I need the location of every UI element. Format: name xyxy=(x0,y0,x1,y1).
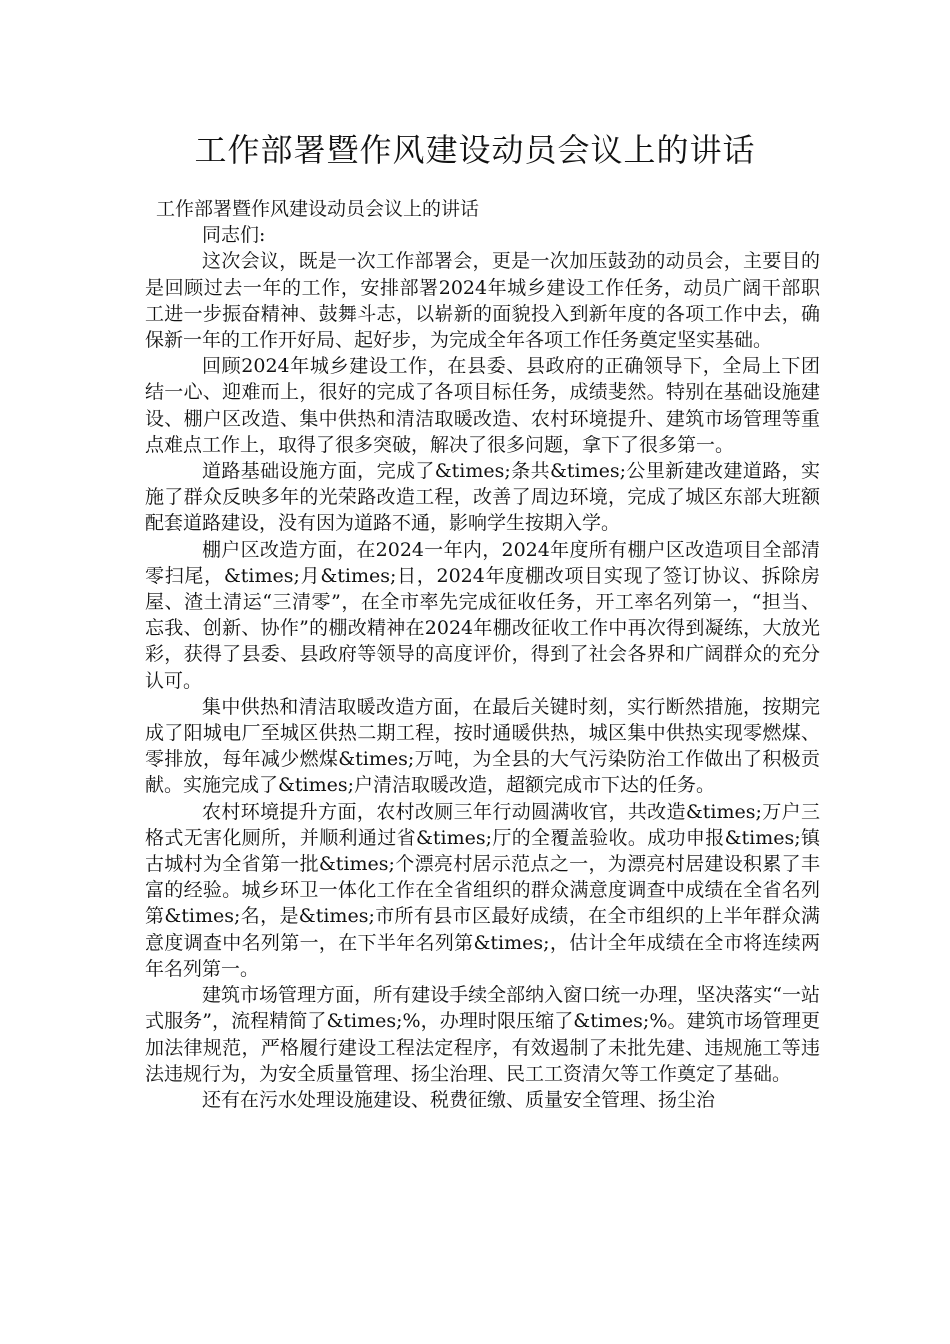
paragraph-review: 回顾2024年城乡建设工作，在县委、县政府的正确领导下，全局上下团结一心、迎难而上，很好的完成了各项目标任务，成绩斐然。特别在基础设施建设、棚户区改造、集中供热和清洁取暖改造、农村环境提升、建筑市场管理等重点难点工作上，取得了很多突破，解决了很多问题，拿下了很多第一。 xyxy=(145,355,820,456)
paragraph-shantytown: 棚户区改造方面，在2024一年内，2024年度所有棚户区改造项目全部清零扫尾，&times;月&times;日，2024年度棚改项目实现了签订协议、拆除房屋、渣土清运“三清零”，在全市率先完成征收任务，开工率名列第一，“担当、忘我、创新、协作”的棚改精神在2024年棚改征收工作中再次得到凝练，大放光彩，获得了县委、县政府等领导的高度评价，得到了社会各界和广阔群众的充分认可。 xyxy=(145,538,820,692)
salutation: 同志们: xyxy=(202,224,266,247)
paragraph-opening: 这次会议，既是一次工作部署会，更是一次加压鼓劲的动员会，主要目的是回顾过去一年的工作，安排部署2024年城乡建设工作任务，动员广阔干部职工进一步振奋精神、鼓舞斗志，以崭新的面貌投入到新年度的各项工作中去，确保新一年的工作开好局、起好步，为完成全年各项工作任务奠定坚实基础。 xyxy=(145,250,820,352)
paragraph-heating: 集中供热和清洁取暖改造方面，在最后关键时刻，实行断然措施，按期完成了阳城电厂至城区供热二期工程，按时通暖供热，城区集中供热实现零燃煤、零排放，每年减少燃煤&times;万吨，为全县的大气污染防治工作做出了积极贡献。实施完成了&times;户清洁取暖改造，超额完成市下达的任务。 xyxy=(145,695,820,797)
document-title: 工作部署暨作风建设动员会议上的讲话 xyxy=(194,131,756,169)
paragraph-construction-market: 建筑市场管理方面，所有建设手续全部纳入窗口统一办理，坚决落实“一站式服务”，流程精简了&times;%，办理时限压缩了&times;%。建筑市场管理更加法律规范，严格履行建设工程法定程序，有效遏制了未批先建、违规施工等违法违规行为，为安全质量管理、扬尘治理、民工工资清欠等工作奠定了基础。 xyxy=(145,984,820,1085)
document-body xyxy=(145,196,820,1113)
paragraph-roads: 道路基础设施方面，完成了&times;条共&times;公里新建改建道路，实施了群众反映多年的光荣路改造工程，改善了周边环境，完成了城区东部大班额配套道路建设，没有因为道路不通，影响学生按期入学。 xyxy=(145,460,820,535)
paragraph-rural: 农村环境提升方面，农村改厕三年行动圆满收官，共改造&times;万户三格式无害化厕所，并顺利通过省&times;厅的全覆盖验收。成功申报&times;镇古城村为全省第一批&times;个漂亮村居示范点之一，为漂亮村居建设积累了丰富的经验。城乡环卫一体化工作在全省组织的群众满意度调查中成绩在全省名列第&times;名，是&times;市所有县市区最好成绩，在全市组织的上半年群众满意度调查中名列第一，在下半年名列第&times;，估计全年成绩在全市将连续两年名列第一。 xyxy=(145,800,820,980)
document-subtitle: 工作部署暨作风建设动员会议上的讲话 xyxy=(156,198,480,220)
paragraph-other: 还有在污水处理设施建设、税费征缴、质量安全管理、扬尘治 xyxy=(202,1088,716,1111)
